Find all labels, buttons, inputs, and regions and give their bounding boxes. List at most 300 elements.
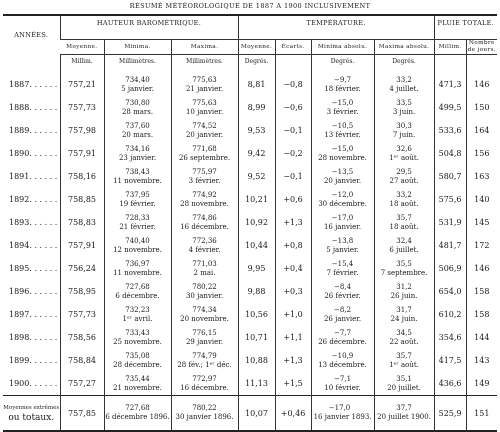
cell-maxima-absolu — [374, 188, 434, 211]
cell-maxima-absolu — [374, 165, 434, 188]
cell-maxima-absolu — [374, 303, 434, 326]
cell-pluie: 499,5 — [434, 96, 466, 119]
cell-minima — [104, 326, 171, 349]
cell-moyenne: 757,73 — [60, 96, 104, 119]
cell-moyenne: 756,24 — [60, 257, 104, 280]
cell-temp-moyenne: 10,21 — [238, 188, 275, 211]
cell-pluie: 580,7 — [434, 165, 466, 188]
cell-maxima — [171, 165, 238, 188]
cell-minima-value: 735,44 — [125, 374, 150, 383]
cell-jours: 172 — [466, 234, 497, 257]
header-maxima-absolu: Maxima absolu. — [374, 40, 434, 55]
cell-ecart: −0,8 — [275, 73, 311, 96]
unit-tmin: Degrés. — [311, 55, 374, 74]
cell-pluie: 610,2 — [434, 303, 466, 326]
cell-pluie: 504,8 — [434, 142, 466, 165]
summary-tmin-value: −17,0 — [328, 404, 351, 412]
cell-year: 1900. . . . . . — [9, 379, 58, 388]
cell-maxima-value: 771,03 — [192, 259, 217, 268]
header-hauteur: HAUTEUR BAROMÉTRIQUE. — [60, 15, 238, 40]
cell-minima-date: 21 novembre. — [113, 383, 162, 392]
cell-maxima-absolu-value: 35,7 — [396, 351, 412, 360]
cell-maxima — [171, 96, 238, 119]
unit-max: Millimètres. — [171, 55, 238, 74]
cell-pluie: 354,6 — [434, 326, 466, 349]
cell-pluie: 481,7 — [434, 234, 466, 257]
cell-moyenne: 757,98 — [60, 119, 104, 142]
cell-maxima-date: 30 janvier. — [185, 291, 224, 300]
table-row — [3, 119, 497, 142]
cell-moyenne: 757,21 — [60, 73, 104, 96]
cell-maxima-date: 2 mai. — [193, 268, 216, 277]
cell-maxima-date: 20 novembre. — [180, 314, 229, 323]
cell-minima-absolu-value: −15,4 — [331, 259, 354, 268]
cell-maxima-absolu — [374, 257, 434, 280]
summary-label-line1: Moyennes extrêmes — [3, 404, 60, 411]
cell-minima — [104, 303, 171, 326]
cell-jours: 144 — [466, 326, 497, 349]
cell-maxima — [171, 119, 238, 142]
cell-minima-absolu-date: 26 décembre. — [318, 337, 367, 346]
cell-maxima — [171, 372, 238, 396]
weather-summary-table — [3, 14, 497, 432]
summary-min-date: 6 décembre 1896. — [105, 413, 170, 421]
summary-label-line2: ou totaux. — [8, 412, 55, 423]
cell-year: 1892. . . . . . — [9, 195, 58, 204]
header-minima: Minima. — [104, 40, 171, 55]
cell-maxima — [171, 211, 238, 234]
cell-maxima-absolu-date: 1ᵉʳ août. — [389, 153, 419, 162]
cell-maxima-absolu-date: 7 septembre. — [380, 268, 428, 277]
cell-minima-absolu-date: 28 novembre. — [318, 153, 367, 162]
cell-minima-value: 728,33 — [125, 213, 150, 222]
header-pluie: PLUIE TOTALE. — [434, 15, 497, 40]
cell-minima-absolu-value: −10,9 — [331, 351, 354, 360]
cell-maxima-absolu-date: 1ᵉʳ août. — [389, 360, 419, 369]
cell-minima — [104, 349, 171, 372]
table-row — [3, 303, 497, 326]
cell-maxima — [171, 303, 238, 326]
header-jours-label: de jours. — [467, 47, 496, 53]
cell-ecart: +1,1 — [275, 326, 311, 349]
unit-moy: Millim. — [60, 55, 104, 74]
cell-maxima — [171, 142, 238, 165]
cell-minima — [104, 211, 171, 234]
table-row — [3, 234, 497, 257]
summary-ecart: +0,46 — [275, 396, 311, 432]
cell-minima — [104, 96, 171, 119]
cell-maxima — [171, 349, 238, 372]
cell-maxima-value: 772,36 — [192, 236, 217, 245]
cell-minima-value: 737,95 — [125, 190, 150, 199]
cell-minima-date: 1ᵉʳ avril. — [122, 314, 153, 323]
cell-maxima — [171, 257, 238, 280]
cell-maxima-absolu-date: 6 juillet. — [389, 245, 419, 254]
cell-minima-absolu — [311, 234, 374, 257]
cell-maxima-absolu-value: 33,2 — [396, 75, 412, 84]
cell-minima-absolu-value: −12,0 — [331, 190, 354, 199]
cell-minima-value: 730,80 — [125, 98, 150, 107]
cell-minima-date: 19 février. — [119, 199, 156, 208]
cell-jours: 158 — [466, 280, 497, 303]
unit-min: Millimètres. — [104, 55, 171, 74]
cell-ecart: −0,1 — [275, 165, 311, 188]
table-row — [3, 257, 497, 280]
cell-minima-absolu-date: 13 décembre. — [318, 360, 367, 369]
cell-maxima-absolu-date: 18 août. — [389, 199, 419, 208]
cell-minima-absolu — [311, 326, 374, 349]
cell-minima-absolu-value: −15,0 — [331, 144, 354, 153]
cell-maxima-absolu — [374, 211, 434, 234]
cell-year: 1891. . . . . . — [9, 172, 58, 181]
cell-jours: 164 — [466, 119, 497, 142]
cell-minima-absolu-value: −13,8 — [331, 236, 354, 245]
cell-minima-absolu — [311, 142, 374, 165]
cell-minima — [104, 234, 171, 257]
cell-pluie: 654,0 — [434, 280, 466, 303]
cell-year: 1899. . . . . . — [9, 356, 58, 365]
cell-maxima-absolu-date: 22 août. — [389, 337, 419, 346]
cell-maxima-absolu-date: 3 juin. — [392, 107, 416, 116]
cell-minima-value: 732,23 — [125, 305, 150, 314]
summary-max-date: 30 janvier 1896. — [175, 413, 234, 421]
header-temp-moyenne: Moyenne. — [238, 40, 275, 55]
cell-pluie: 575,6 — [434, 188, 466, 211]
header-millim: Millim. — [434, 40, 466, 55]
cell-ecart: +0,3 — [275, 280, 311, 303]
cell-maxima-date: 26 septembre. — [178, 153, 231, 162]
cell-maxima-date: 16 décembre. — [180, 383, 229, 392]
table-row — [3, 372, 497, 396]
cell-maxima-absolu — [374, 349, 434, 372]
cell-maxima-absolu-value: 30,3 — [396, 121, 412, 130]
cell-minima-absolu — [311, 211, 374, 234]
cell-moyenne: 758,83 — [60, 211, 104, 234]
cell-year: 1897. . . . . . — [9, 310, 58, 319]
cell-minima-value: 738,43 — [125, 167, 150, 176]
cell-maxima-absolu — [374, 280, 434, 303]
unit-ecart — [275, 55, 311, 74]
cell-minima — [104, 372, 171, 396]
cell-minima-date: 28 décembre. — [113, 360, 162, 369]
cell-minima-absolu-date: 13 février. — [324, 130, 361, 139]
cell-maxima-date: 28 novembre. — [180, 199, 229, 208]
cell-maxima-value: 775,63 — [192, 98, 217, 107]
cell-minima-absolu-value: −10,5 — [331, 121, 354, 130]
cell-minima-value: 734,40 — [125, 75, 150, 84]
cell-maxima — [171, 188, 238, 211]
summary-tmax-value: 37,7 — [396, 404, 412, 412]
cell-maxima — [171, 280, 238, 303]
cell-moyenne: 758,16 — [60, 165, 104, 188]
cell-minima — [104, 280, 171, 303]
cell-maxima-absolu-value: 35,5 — [396, 259, 412, 268]
cell-year: 1888. . . . . . — [9, 103, 58, 112]
cell-minima-absolu-date: 26 février. — [324, 291, 361, 300]
cell-minima-absolu-value: −8,2 — [334, 305, 352, 314]
cell-maxima-absolu-value: 31,7 — [396, 305, 412, 314]
cell-minima-absolu-value: −15,0 — [331, 98, 354, 107]
cell-maxima — [171, 326, 238, 349]
cell-temp-moyenne: 8,99 — [238, 96, 275, 119]
unit-pluie — [434, 55, 466, 74]
cell-minima-value: 733,43 — [125, 328, 150, 337]
cell-jours: 150 — [466, 96, 497, 119]
cell-maxima-value: 774,52 — [192, 121, 217, 130]
cell-minima-absolu-value: −7,7 — [334, 328, 352, 337]
cell-maxima-absolu-date: 27 août. — [389, 176, 419, 185]
cell-maxima-value: 775,97 — [192, 167, 217, 176]
units-year — [3, 55, 60, 74]
cell-maxima-absolu-value: 35,1 — [396, 374, 412, 383]
cell-temp-moyenne: 9,88 — [238, 280, 275, 303]
cell-maxima-absolu-date: 20 juillet. — [387, 383, 421, 392]
summary-jours: 151 — [466, 396, 497, 432]
cell-maxima-date: 16 décembre. — [180, 222, 229, 231]
cell-minima-date: 11 novembre. — [113, 176, 162, 185]
cell-minima-absolu-date: 5 janvier. — [326, 245, 359, 254]
table-row — [3, 211, 497, 234]
cell-maxima-value: 774,92 — [192, 190, 217, 199]
cell-maxima-absolu-value: 32,6 — [396, 144, 412, 153]
cell-maxima-value: 780,22 — [192, 282, 217, 291]
table-title: RÉSUMÉ MÉTÉOROLOGIQUE DE 1887 A 1900 INCLUSIVEMENT — [129, 2, 371, 10]
cell-maxima-absolu — [374, 326, 434, 349]
cell-temp-moyenne: 9,95 — [238, 257, 275, 280]
cell-ecart: +0,4 — [275, 257, 311, 280]
cell-temp-moyenne: 10,44 — [238, 234, 275, 257]
header-minima-absolu: Minima absolu. — [311, 40, 374, 55]
cell-minima-absolu — [311, 96, 374, 119]
cell-maxima-absolu-value: 35,7 — [396, 213, 412, 222]
cell-minima-absolu-value: −8,4 — [334, 282, 352, 291]
cell-maxima-value: 774,86 — [192, 213, 217, 222]
cell-maxima-value: 774,34 — [192, 305, 217, 314]
cell-minima-value: 734,16 — [125, 144, 150, 153]
cell-temp-moyenne: 10,71 — [238, 326, 275, 349]
cell-minima-absolu — [311, 280, 374, 303]
cell-minima-absolu — [311, 372, 374, 396]
cell-temp-moyenne: 10,88 — [238, 349, 275, 372]
cell-minima-date: 20 mars. — [121, 130, 154, 139]
cell-jours: 156 — [466, 142, 497, 165]
cell-year: 1893. . . . . . — [9, 218, 58, 227]
cell-minima-date: 23 janvier. — [118, 153, 157, 162]
cell-pluie: 471,3 — [434, 73, 466, 96]
cell-maxima-value: 775,63 — [192, 75, 217, 84]
cell-minima-date: 28 mars. — [121, 107, 154, 116]
summary-max-value: 780,22 — [192, 404, 217, 412]
cell-year: 1889. . . . . . — [9, 126, 58, 135]
table-row — [3, 73, 497, 96]
cell-temp-moyenne: 9,42 — [238, 142, 275, 165]
cell-minima-absolu-value: −17,0 — [331, 213, 354, 222]
cell-minima — [104, 257, 171, 280]
cell-maxima-absolu-value: 31,2 — [396, 282, 412, 291]
cell-minima-absolu-date: 30 décembre. — [318, 199, 367, 208]
cell-year: 1896. . . . . . — [9, 287, 58, 296]
summary-row — [3, 396, 497, 432]
cell-minima-absolu-date: 26 janvier. — [323, 314, 362, 323]
cell-temp-moyenne: 10,56 — [238, 303, 275, 326]
summary-tmin — [311, 396, 374, 432]
cell-minima-date: 11 novembre. — [113, 268, 162, 277]
cell-minima-absolu-date: 18 février. — [324, 84, 361, 93]
cell-minima-absolu-date: 3 février. — [326, 107, 359, 116]
cell-minima-value: 737,60 — [125, 121, 150, 130]
summary-min — [104, 396, 171, 432]
cell-ecart: +1,3 — [275, 349, 311, 372]
cell-minima-value: 735,08 — [125, 351, 150, 360]
cell-maxima-date: 29 janvier. — [185, 337, 224, 346]
cell-maxima-date: 10 janvier. — [185, 107, 224, 116]
cell-minima-date: 25 novembre. — [113, 337, 162, 346]
table-row — [3, 165, 497, 188]
cell-moyenne: 757,73 — [60, 303, 104, 326]
cell-maxima-absolu-value: 34,5 — [396, 328, 412, 337]
cell-minima-absolu-value: −7,1 — [334, 374, 352, 383]
cell-maxima-value: 772,97 — [192, 374, 217, 383]
cell-minima-value: 727,68 — [125, 282, 150, 291]
cell-minima — [104, 188, 171, 211]
cell-jours: 146 — [466, 257, 497, 280]
cell-minima-absolu — [311, 165, 374, 188]
summary-max — [171, 396, 238, 432]
cell-moyenne: 757,91 — [60, 234, 104, 257]
cell-minima-date: 21 février. — [119, 222, 156, 231]
cell-year: 1890. . . . . . — [9, 149, 58, 158]
cell-maxima-absolu-value: 33,2 — [396, 190, 412, 199]
summary-tmax-date: 20 juillet 1900. — [377, 413, 431, 421]
cell-maxima-value: 776,15 — [192, 328, 217, 337]
cell-maxima-value: 774,79 — [192, 351, 217, 360]
summary-tmax — [374, 396, 434, 432]
cell-minima — [104, 142, 171, 165]
header-ecarts: Écarts. — [275, 40, 311, 55]
header-moyenne: Moyenne. — [60, 40, 104, 55]
table-row — [3, 326, 497, 349]
summary-pluie: 525,9 — [434, 396, 466, 432]
cell-minima-absolu — [311, 257, 374, 280]
cell-pluie: 506,9 — [434, 257, 466, 280]
cell-minima — [104, 119, 171, 142]
cell-maxima-absolu-date: 4 juillet. — [389, 84, 419, 93]
cell-maxima-value: 771,68 — [192, 144, 217, 153]
unit-jours — [466, 55, 497, 74]
cell-maxima-absolu-value: 33,5 — [396, 98, 412, 107]
cell-year: 1894. . . . . . — [9, 241, 58, 250]
cell-jours: 158 — [466, 303, 497, 326]
cell-moyenne: 758,95 — [60, 280, 104, 303]
cell-maxima-absolu-value: 32,4 — [396, 236, 412, 245]
cell-minima-absolu-date: 7 février. — [326, 268, 359, 277]
cell-minima — [104, 165, 171, 188]
cell-maxima-absolu — [374, 96, 434, 119]
cell-pluie: 533,6 — [434, 119, 466, 142]
cell-pluie: 531,9 — [434, 211, 466, 234]
cell-ecart: +0,6 — [275, 188, 311, 211]
summary-tmoy: 10,07 — [238, 396, 275, 432]
cell-maxima-absolu-date: 18 août. — [389, 222, 419, 231]
cell-moyenne: 757,91 — [60, 142, 104, 165]
cell-minima-absolu-date: 10 février. — [324, 383, 361, 392]
summary-moy: 757,85 — [60, 396, 104, 432]
cell-minima-value: 740,40 — [125, 236, 150, 245]
cell-minima-absolu — [311, 73, 374, 96]
cell-year: 1887. . . . . . — [9, 80, 58, 89]
cell-jours: 143 — [466, 349, 497, 372]
cell-temp-moyenne: 11,13 — [238, 372, 275, 396]
cell-ecart: −0,6 — [275, 96, 311, 119]
unit-tmax: Degrés. — [374, 55, 434, 74]
cell-ecart: −0,1 — [275, 119, 311, 142]
table-row — [3, 280, 497, 303]
header-maxima: Maxima. — [171, 40, 238, 55]
cell-moyenne: 758,84 — [60, 349, 104, 372]
cell-temp-moyenne: 10,92 — [238, 211, 275, 234]
cell-minima — [104, 73, 171, 96]
cell-maxima-absolu-value: 29,5 — [396, 167, 412, 176]
cell-minima-date: 12 novembre. — [113, 245, 162, 254]
cell-maxima-date: 21 janvier. — [185, 84, 224, 93]
cell-pluie: 436,6 — [434, 372, 466, 396]
header-temperature: TEMPÉRATURE. — [238, 15, 434, 40]
units-row — [3, 55, 497, 74]
cell-temp-moyenne: 9,53 — [238, 119, 275, 142]
cell-year: 1898. . . . . . — [9, 333, 58, 342]
cell-minima-absolu — [311, 303, 374, 326]
cell-maxima-date: 4 février. — [188, 245, 221, 254]
cell-minima-absolu-date: 16 janvier. — [323, 222, 362, 231]
header-nombre-label: Nombre — [468, 40, 495, 46]
cell-maxima-absolu — [374, 234, 434, 257]
cell-maxima-absolu — [374, 73, 434, 96]
cell-temp-moyenne: 9,52 — [238, 165, 275, 188]
table-row — [3, 349, 497, 372]
table-body — [3, 55, 497, 396]
cell-ecart: +1,3 — [275, 211, 311, 234]
unit-tmoy: Degrés. — [238, 55, 275, 74]
header-nombre-jours — [466, 40, 497, 55]
cell-minima-absolu-value: −9,7 — [334, 75, 352, 84]
cell-maxima-absolu — [374, 142, 434, 165]
table-row — [3, 188, 497, 211]
cell-maxima-absolu — [374, 119, 434, 142]
cell-maxima — [171, 73, 238, 96]
cell-minima-absolu — [311, 188, 374, 211]
cell-maxima-date: 20 janvier. — [185, 130, 224, 139]
summary-min-value: 727,68 — [125, 404, 150, 412]
cell-ecart: +1,0 — [275, 303, 311, 326]
header-annees: ANNÉES. — [3, 15, 60, 55]
cell-minima-absolu-date: 20 janvier. — [323, 176, 362, 185]
cell-moyenne: 757,27 — [60, 372, 104, 396]
cell-ecart: −0,2 — [275, 142, 311, 165]
cell-jours: 146 — [466, 73, 497, 96]
cell-minima-value: 736,97 — [125, 259, 150, 268]
cell-jours: 163 — [466, 165, 497, 188]
summary-tmin-date: 16 janvier 1893. — [313, 413, 372, 421]
cell-maxima-absolu-date: 26 juin. — [390, 291, 418, 300]
table-row — [3, 96, 497, 119]
cell-minima-absolu — [311, 119, 374, 142]
cell-minima-date: 6 décembre. — [115, 291, 160, 300]
cell-ecart: +0,8 — [275, 234, 311, 257]
cell-jours: 140 — [466, 188, 497, 211]
cell-jours: 145 — [466, 211, 497, 234]
cell-maxima — [171, 234, 238, 257]
cell-minima-absolu-value: −13,5 — [331, 167, 354, 176]
